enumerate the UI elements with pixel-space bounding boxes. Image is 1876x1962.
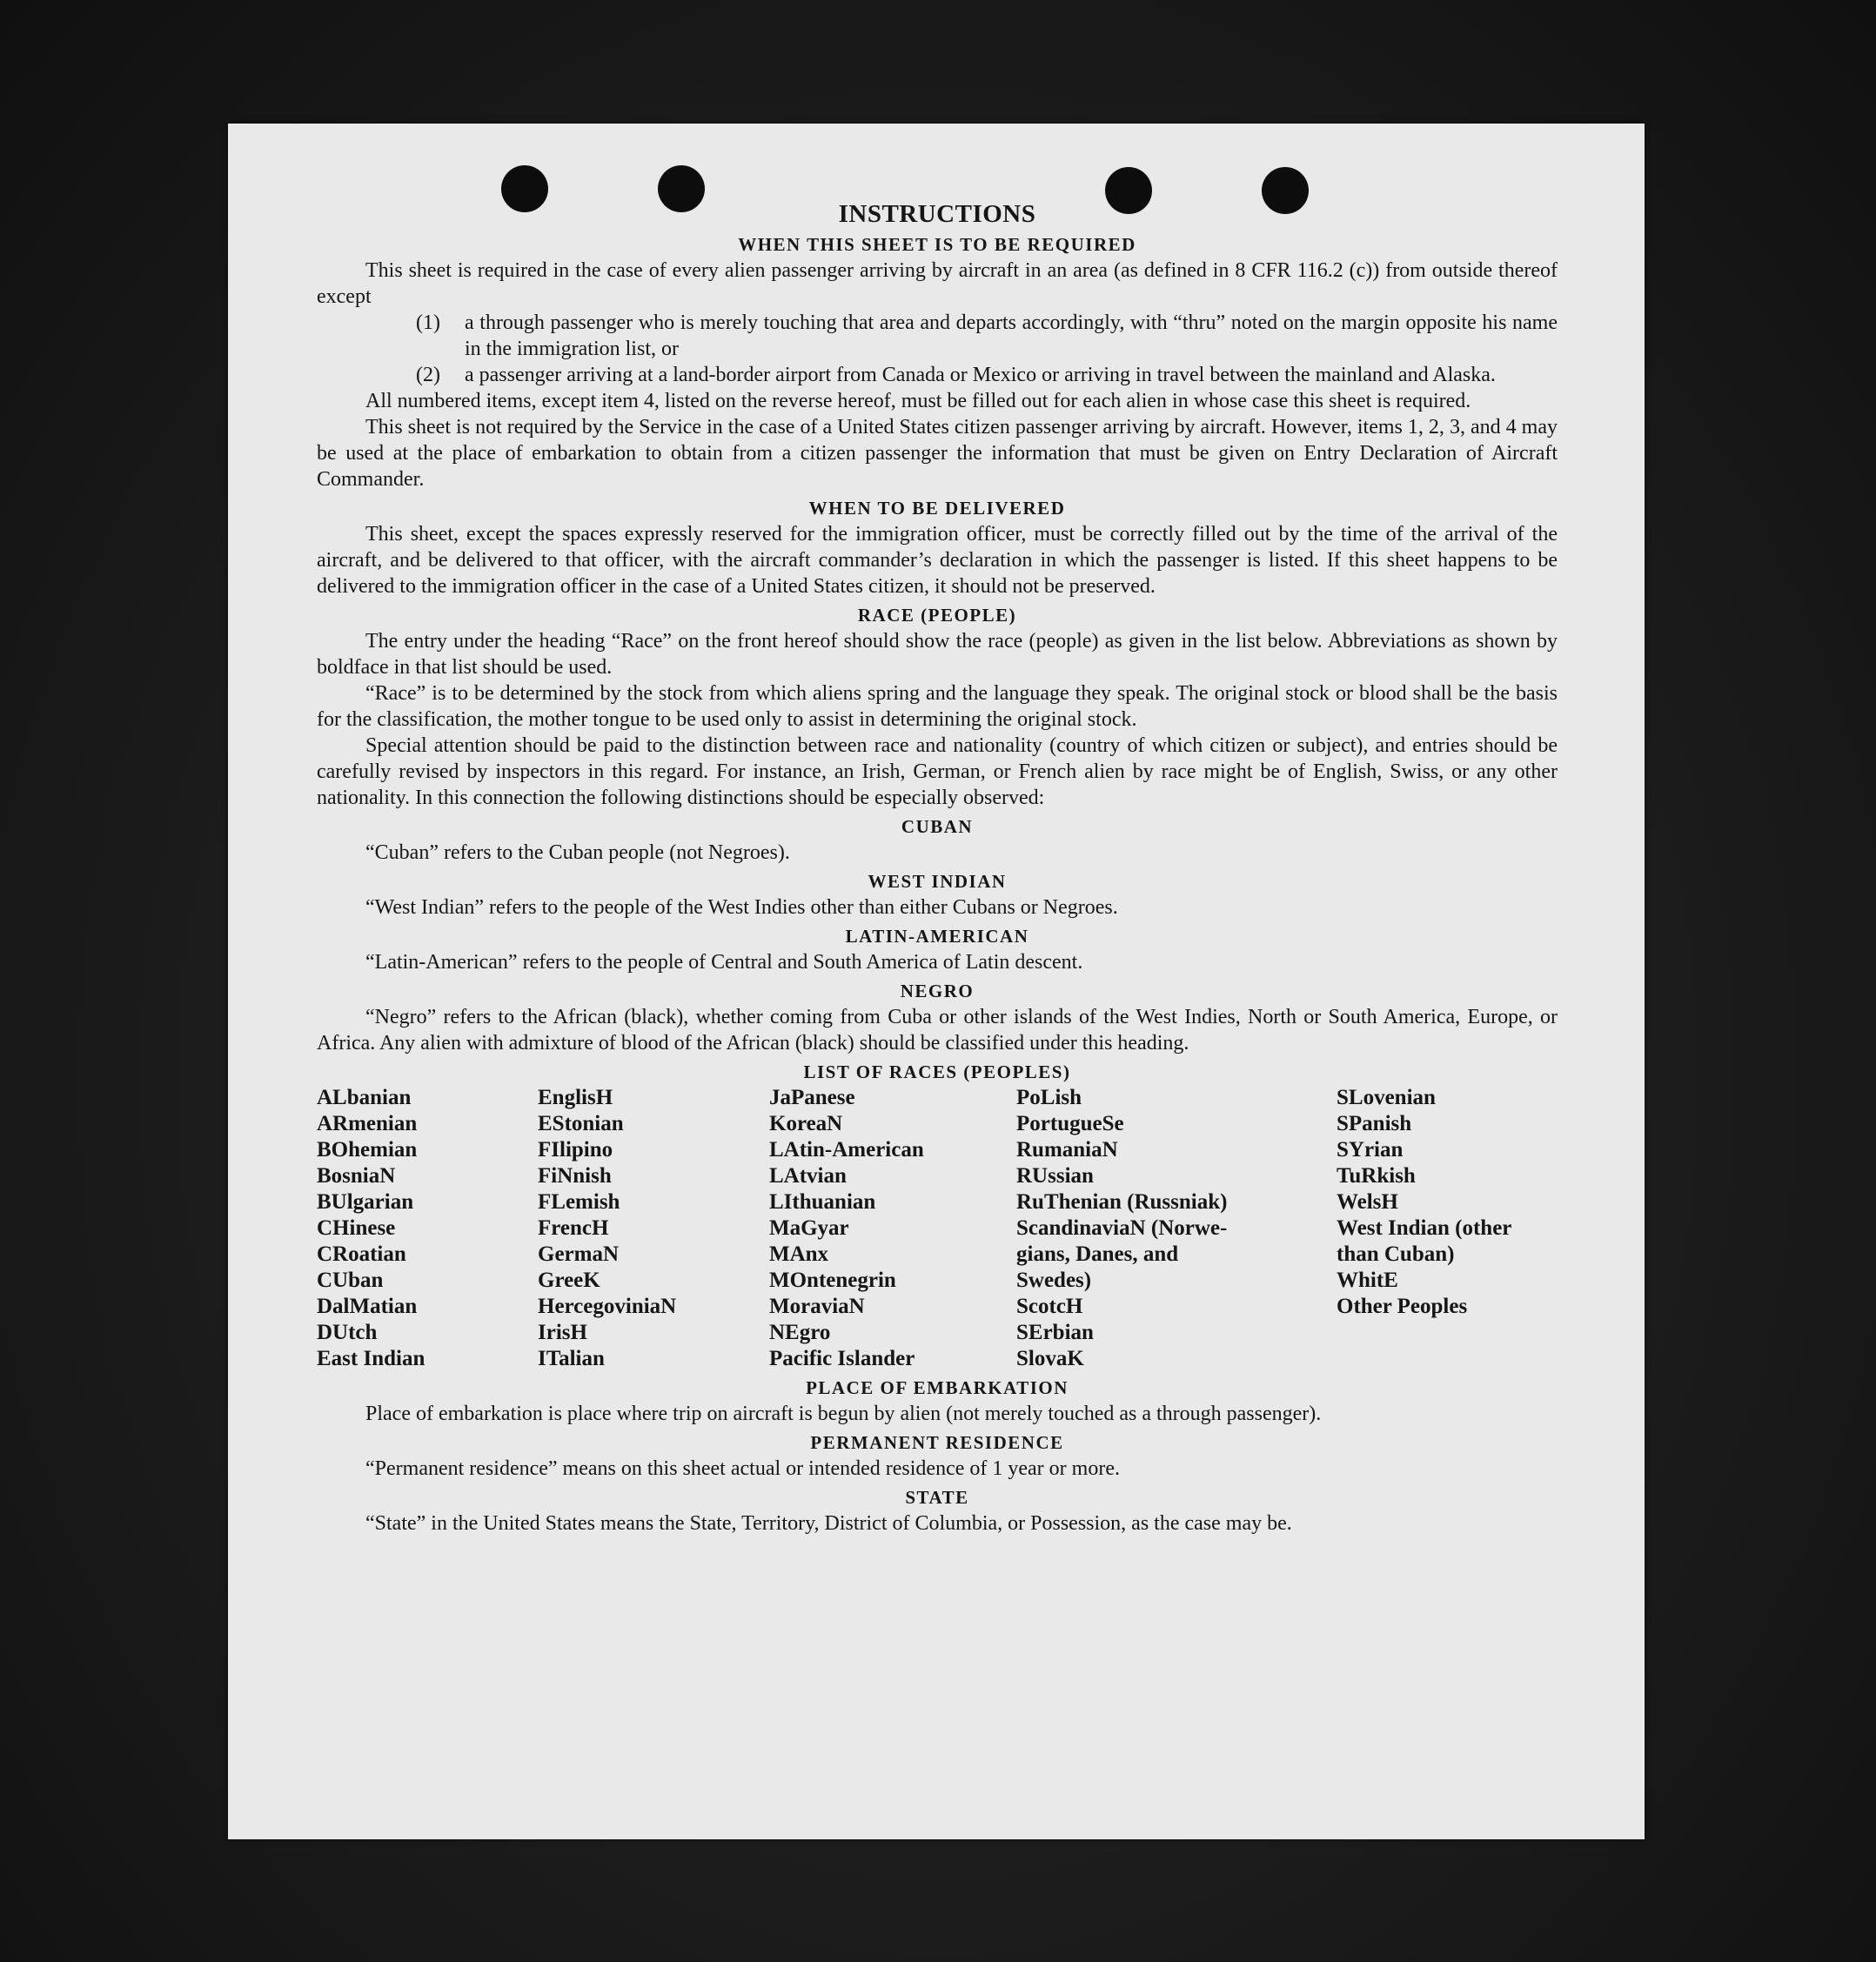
- section-heading: NEGRO: [900, 981, 975, 1001]
- paragraph: This sheet, except the spaces expressly reserved for the immigration officer, must be correctly filled out by the time of the arrival of the aircraft, and be delivered to that officer, with the aircraft commander’s declaration in which the passenger is listed. If this sheet happens to be delivered to the immigration officer in the case of a United States citizen, it should not be preserved.: [317, 523, 1558, 598]
- item-number: (2): [416, 364, 440, 386]
- race-entry: BosniaN: [317, 1164, 396, 1188]
- race-entry: GreeK: [538, 1269, 600, 1292]
- race-entry: SErbian: [1016, 1321, 1094, 1344]
- race-entry: East Indian: [317, 1347, 425, 1370]
- race-column: [769, 1085, 1016, 1372]
- paragraph: All numbered items, except item 4, listed on the reverse hereof, must be filled out for each alien in whose case this sheet is required.: [365, 390, 1471, 412]
- section-heading: LATIN-AMERICAN: [845, 926, 1029, 947]
- paragraph: “Permanent residence” means on this sheet actual or intended residence of 1 year or more.: [365, 1457, 1120, 1480]
- page-title: INSTRUCTIONS: [838, 200, 1036, 228]
- paragraph: Place of embarkation is place where trip on aircraft is begun by alien (not merely touched as a through passenger).: [365, 1403, 1322, 1425]
- race-entry: CRoatian: [317, 1242, 406, 1266]
- item-text: a through passenger who is merely touching that area and departs accordingly, with “thru” noted on the margin opposite his name in the immigration list, or: [465, 311, 1558, 360]
- race-entry: FIlipino: [538, 1138, 613, 1162]
- race-column: [538, 1085, 769, 1372]
- race-entry: RuThenian (Russniak): [1016, 1190, 1228, 1214]
- race-entry: SLovenian: [1337, 1086, 1436, 1109]
- race-entry: ScandinaviaN (Norwe- gians, Danes, and Swedes): [1016, 1216, 1228, 1292]
- section-heading: WHEN TO BE DELIVERED: [808, 498, 1066, 519]
- list-item: [317, 310, 1558, 362]
- race-entry: LAtvian: [769, 1164, 847, 1188]
- race-entry: NEgro: [769, 1321, 831, 1344]
- race-entry: EStonian: [538, 1112, 624, 1135]
- race-entry: ScotcH: [1016, 1295, 1083, 1318]
- race-entry: WelsH: [1337, 1190, 1398, 1214]
- section-heading: LIST OF RACES (PEOPLES): [803, 1061, 1071, 1082]
- race-entry: JaPanese: [769, 1086, 855, 1109]
- race-entry: WhitE: [1337, 1269, 1398, 1292]
- section-heading: RACE (PEOPLE): [857, 605, 1017, 626]
- race-entry: ITalian: [538, 1347, 605, 1370]
- item-number: (1): [416, 311, 440, 334]
- race-entry: SPanish: [1337, 1112, 1412, 1135]
- section-heading: WHEN THIS SHEET IS TO BE REQUIRED: [738, 234, 1136, 255]
- section-heading: STATE: [905, 1487, 969, 1508]
- race-entry: KoreaN: [769, 1112, 843, 1135]
- item-text: a passenger arriving at a land-border airport from Canada or Mexico or arriving in travel between the mainland and Alaska.: [465, 364, 1496, 386]
- paragraph: “Negro” refers to the African (black), whether coming from Cuba or other islands of the West Indies, North or South America, Europe, or Africa. Any alien with admixture of blood of the African (black) should be classified under this heading.: [317, 1006, 1558, 1055]
- race-entry: TuRkish: [1337, 1164, 1416, 1188]
- race-entry: Pacific Islander: [769, 1347, 915, 1370]
- race-entry: MoraviaN: [769, 1295, 865, 1318]
- race-entry: HercegoviniaN: [538, 1295, 677, 1318]
- paragraph: The entry under the heading “Race” on the front hereof should show the race (people) as given in the list below. Abbreviations as shown by boldface in that list should be used.: [317, 630, 1558, 679]
- paragraph: This sheet is not required by the Service in the case of a United States citizen passenger arriving by aircraft. However, items 1, 2, 3, and 4 may be used at the place of embarkation to obtain from a citizen passenger the information that must be given on Entry Declaration of Aircraft Commander.: [317, 416, 1558, 491]
- paragraph: “State” in the United States means the State, Territory, District of Columbia, or Possession, as the case may be.: [365, 1512, 1292, 1535]
- race-entry: RumaniaN: [1016, 1138, 1118, 1162]
- section-heading: WEST INDIAN: [868, 871, 1007, 892]
- section-heading: PERMANENT RESIDENCE: [810, 1432, 1064, 1453]
- section-heading: PLACE OF EMBARKATION: [806, 1377, 1069, 1398]
- paragraph: Special attention should be paid to the distinction between race and nationality (country of which citizen or subject), and entries should be carefully revised by inspectors in this regard. For instance, an Irish, German, or French alien by race might be of English, Swiss, or any other nationality. In this connection the following distinctions should be especially observed:: [317, 734, 1558, 809]
- paragraph: “West Indian” refers to the people of the West Indies other than either Cubans or Negroes.: [365, 896, 1118, 919]
- race-entry: Other Peoples: [1337, 1295, 1468, 1318]
- race-entry: RUssian: [1016, 1164, 1094, 1188]
- race-entry: LAtin-American: [769, 1138, 924, 1162]
- race-entry: FiNnish: [538, 1164, 612, 1188]
- race-entry: ARmenian: [317, 1112, 418, 1135]
- race-entry: IrisH: [538, 1321, 587, 1344]
- race-column: [317, 1085, 538, 1372]
- section-heading: CUBAN: [901, 816, 974, 837]
- race-entry: FrencH: [538, 1216, 609, 1240]
- document-sheet: [228, 124, 1645, 1839]
- race-list: [317, 1085, 1558, 1372]
- race-entry: EnglisH: [538, 1086, 613, 1109]
- race-column: [1337, 1085, 1558, 1372]
- race-column: [1016, 1085, 1337, 1372]
- paragraph: “Cuban” refers to the Cuban people (not Negroes).: [365, 841, 790, 864]
- race-entry: MOntenegrin: [769, 1269, 896, 1292]
- instructions-content: [317, 200, 1558, 1537]
- list-item: [317, 362, 1558, 388]
- race-entry: PoLish: [1016, 1086, 1082, 1109]
- paragraph: This sheet is required in the case of every alien passenger arriving by aircraft in an area (as defined in 8 CFR 116.2 (c)) from outside thereof except: [317, 259, 1558, 308]
- paragraph: “Latin-American” refers to the people of Central and South America of Latin descent.: [365, 951, 1083, 974]
- race-entry: West Indian (other than Cuban): [1337, 1216, 1512, 1266]
- race-entry: PortugueSe: [1016, 1112, 1124, 1135]
- race-entry: BOhemian: [317, 1138, 418, 1162]
- race-entry: DUtch: [317, 1321, 378, 1344]
- race-entry: DalMatian: [317, 1295, 418, 1318]
- race-entry: FLemish: [538, 1190, 620, 1214]
- race-entry: CHinese: [317, 1216, 396, 1240]
- paragraph: “Race” is to be determined by the stock from which aliens spring and the language they speak. The original stock or blood shall be the basis for the classification, the mother tongue to be used only to assist in determining the original stock.: [317, 682, 1558, 731]
- race-entry: MaGyar: [769, 1216, 849, 1240]
- race-entry: GermaN: [538, 1242, 620, 1266]
- race-entry: CUban: [317, 1269, 384, 1292]
- race-entry: BUlgarian: [317, 1190, 414, 1214]
- race-entry: MAnx: [769, 1242, 829, 1266]
- race-entry: SlovaK: [1016, 1347, 1084, 1370]
- race-entry: LIthuanian: [769, 1190, 876, 1214]
- race-entry: ALbanian: [317, 1086, 412, 1109]
- race-entry: SYrian: [1337, 1138, 1404, 1162]
